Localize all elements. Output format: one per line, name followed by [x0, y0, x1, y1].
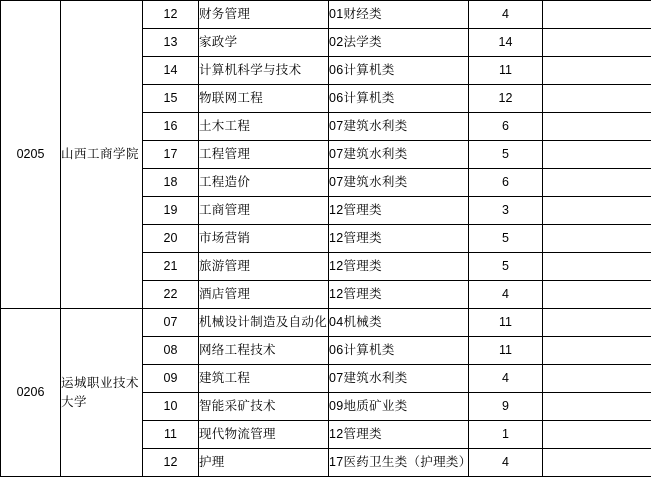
remark-cell [543, 337, 651, 365]
quota-count: 6 [469, 169, 543, 197]
row-number: 15 [143, 85, 199, 113]
major-category: 06计算机类 [329, 85, 469, 113]
quota-count: 11 [469, 57, 543, 85]
remark-cell [543, 225, 651, 253]
major-name: 土木工程 [199, 113, 329, 141]
remark-cell [543, 393, 651, 421]
row-number: 11 [143, 421, 199, 449]
major-name: 工商管理 [199, 197, 329, 225]
major-category: 09地质矿业类 [329, 393, 469, 421]
remark-cell [543, 29, 651, 57]
quota-count: 14 [469, 29, 543, 57]
remark-cell [543, 85, 651, 113]
row-number: 07 [143, 309, 199, 337]
row-number: 16 [143, 113, 199, 141]
major-category: 07建筑水利类 [329, 141, 469, 169]
row-number: 08 [143, 337, 199, 365]
remark-cell [543, 365, 651, 393]
row-number: 22 [143, 281, 199, 309]
row-number: 20 [143, 225, 199, 253]
table-body [1, 1, 651, 477]
major-category: 02法学类 [329, 29, 469, 57]
quota-count: 11 [469, 309, 543, 337]
school-name: 山西工商学院 [61, 1, 143, 309]
remark-cell [543, 449, 651, 477]
row-number: 21 [143, 253, 199, 281]
quota-count: 4 [469, 365, 543, 393]
major-category: 07建筑水利类 [329, 365, 469, 393]
row-number: 13 [143, 29, 199, 57]
major-name: 网络工程技术 [199, 337, 329, 365]
row-number: 10 [143, 393, 199, 421]
quota-count: 5 [469, 225, 543, 253]
remark-cell [543, 281, 651, 309]
major-category: 17医药卫生类（护理类） [329, 449, 469, 477]
major-category: 12管理类 [329, 421, 469, 449]
major-category: 12管理类 [329, 281, 469, 309]
major-category: 12管理类 [329, 225, 469, 253]
major-name: 现代物流管理 [199, 421, 329, 449]
quota-count: 5 [469, 141, 543, 169]
quota-count: 3 [469, 197, 543, 225]
remark-cell [543, 141, 651, 169]
school-code: 0205 [1, 1, 61, 309]
quota-count: 4 [469, 449, 543, 477]
row-number: 12 [143, 1, 199, 29]
major-name: 旅游管理 [199, 253, 329, 281]
row-number: 09 [143, 365, 199, 393]
major-name: 工程造价 [199, 169, 329, 197]
major-name: 物联网工程 [199, 85, 329, 113]
remark-cell [543, 57, 651, 85]
remark-cell [543, 169, 651, 197]
major-name: 计算机科学与技术 [199, 57, 329, 85]
major-name: 家政学 [199, 29, 329, 57]
row-number: 12 [143, 449, 199, 477]
quota-count: 1 [469, 421, 543, 449]
major-name: 机械设计制造及自动化 [199, 309, 329, 337]
major-name: 护理 [199, 449, 329, 477]
major-name: 建筑工程 [199, 365, 329, 393]
major-category: 06计算机类 [329, 57, 469, 85]
remark-cell [543, 197, 651, 225]
quota-count: 5 [469, 253, 543, 281]
major-name: 市场营销 [199, 225, 329, 253]
table-row [1, 309, 651, 337]
major-category: 12管理类 [329, 197, 469, 225]
school-name: 运城职业技术大学 [61, 309, 143, 477]
major-name: 财务管理 [199, 1, 329, 29]
school-code: 0206 [1, 309, 61, 477]
remark-cell [543, 1, 651, 29]
remark-cell [543, 309, 651, 337]
row-number: 18 [143, 169, 199, 197]
major-category: 04机械类 [329, 309, 469, 337]
table-row [1, 1, 651, 29]
major-name: 智能采矿技术 [199, 393, 329, 421]
row-number: 14 [143, 57, 199, 85]
quota-count: 11 [469, 337, 543, 365]
quota-count: 12 [469, 85, 543, 113]
remark-cell [543, 113, 651, 141]
quota-count: 4 [469, 281, 543, 309]
major-category: 06计算机类 [329, 337, 469, 365]
row-number: 19 [143, 197, 199, 225]
major-category: 07建筑水利类 [329, 169, 469, 197]
major-category: 07建筑水利类 [329, 113, 469, 141]
remark-cell [543, 253, 651, 281]
major-category: 12管理类 [329, 253, 469, 281]
quota-count: 9 [469, 393, 543, 421]
major-name: 工程管理 [199, 141, 329, 169]
major-name: 酒店管理 [199, 281, 329, 309]
major-category: 01财经类 [329, 1, 469, 29]
quota-count: 6 [469, 113, 543, 141]
quota-count: 4 [469, 1, 543, 29]
remark-cell [543, 421, 651, 449]
row-number: 17 [143, 141, 199, 169]
